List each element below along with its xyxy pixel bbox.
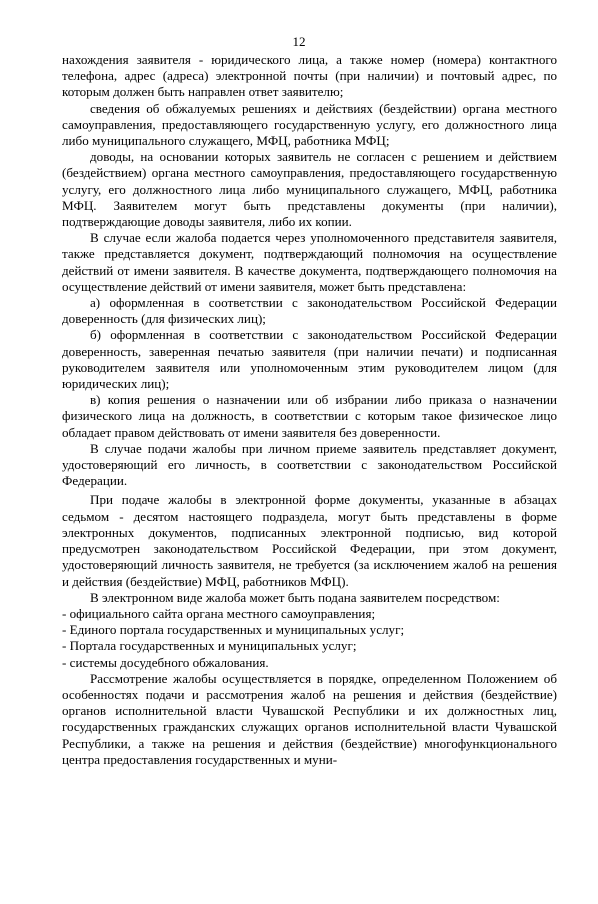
page-number: 12 — [292, 34, 306, 49]
list-item: - Единого портала государственных и муниципальных услуг; — [62, 622, 405, 638]
paragraph: сведения об обжалуемых решениях и действиях (бездействии) органа местного самоуправления, предоставляющего государственную услугу, его должностного лица либо муниципального служащего, МФЦ, работника МФЦ; — [62, 100, 557, 149]
paragraph: В случае подачи жалобы при личном приеме заявитель представляет документ, удостоверяющий его личность, в соответствии с законодательством Российской Федерации. — [62, 440, 557, 489]
list-item: - Портала государственных и муниципальных услуг; — [62, 638, 357, 654]
paragraph: При подаче жалобы в электронной форме документы, указанные в абзацах седьмом - десятом настоящего подраздела, могут быть представлены в форме электронных документов, подписанных электронной подписью, вид которой предусмотрен законодательством Российской Федерации, при этом документ, удостоверяющий личность заявителя, не требуется (за исключением жалоб на решения и действия (бездействие) МФЦ, работников МФЦ). — [62, 492, 557, 589]
paragraph: в) копия решения о назначении или об избрании либо приказа о назначении физического лица на должность, в соответствии с которым такое физическое лицо обладает правом действовать от имени заявителя без доверенности. — [62, 392, 557, 440]
paragraph: В случае если жалоба подается через уполномоченного представителя заявителя, также представляется документ, подтверждающий полномочия на осуществление действий от имени заявителя. В качестве документа, подтверждающего полномочия на осуществление действий от имени заявителя, может быть представлена: — [62, 230, 557, 294]
list-item: - системы досудебного обжалования. — [62, 654, 269, 670]
paragraph: Рассмотрение жалобы осуществляется в порядке, определенном Положением об особенностях подачи и рассмотрения жалоб на решения и действия (бездействие) органов исполнительной власти Чувашской Республики и их должностных лиц, государственных гражданских служащих органов исполнительной власти Чувашской Республики, а также на решения и действия (бездействие) многофункционального центра предоставления государственных и муни- — [62, 670, 557, 767]
paragraph: нахождения заявителя - юридического лица, а также номер (номера) контактного телефона, адрес (адреса) электронной почты (при наличии) и почтовый адрес, по которым должен быть направлен ответ заявителю; — [62, 52, 557, 100]
paragraph: доводы, на основании которых заявитель не согласен с решением и действием (бездействием) органа местного самоуправления, предоставляющего государственную услугу, его должностного лица либо муниципального служащего, МФЦ, работника МФЦ. Заявителем могут быть представлены документы (при наличии), подтверждающие доводы заявителя, либо их копии. — [62, 149, 557, 230]
paragraph: б) оформленная в соответствии с законодательством Российской Федерации доверенность, заверенная печатью заявителя (при наличии печати) и подписанная руководителем заявителя или уполномоченным этим руководителем лицом (для юридических лиц); — [62, 327, 557, 392]
list-item: - официального сайта органа местного самоуправления; — [62, 605, 376, 621]
paragraph: В электронном виде жалоба может быть подана заявителем посредством: — [90, 589, 500, 605]
paragraph: а) оформленная в соответствии с законодательством Российской Федерации доверенность (для физических лиц); — [62, 295, 557, 327]
body-text — [62, 52, 557, 768]
